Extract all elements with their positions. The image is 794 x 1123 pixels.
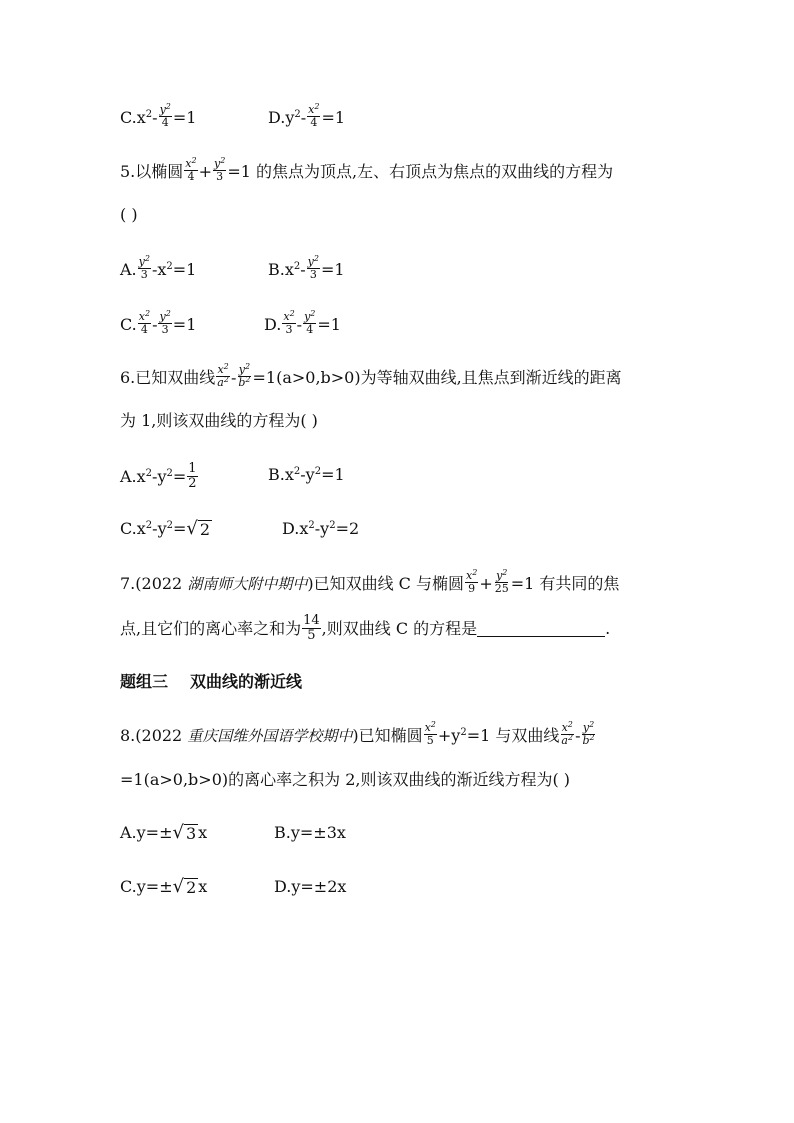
q6-option-a[interactable]: $A.x^2-y^2=$ $\frac{1}{2}$ xyxy=(120,461,197,491)
fraction-y2-over-4: $\frac{y^2}{4}$ xyxy=(159,102,171,129)
q5-option-b[interactable]: $B.x^2-$ $\frac{y^2}{3}$ =1 xyxy=(268,254,345,281)
q7-answer-blank[interactable] xyxy=(477,618,605,637)
sqrt-2: √ 2 xyxy=(172,876,197,897)
q8-option-a[interactable]: A.y=± √ 3 x xyxy=(120,822,208,843)
sqrt-2: √ 2 xyxy=(186,518,211,539)
q6-stem-line2: 为 1,则该双曲线的方程为( ) xyxy=(120,411,318,430)
q7-stem-line2: 点,且它们的离心率之和为 $\frac{14}{5}$ ,则双曲线 C 的方程是 . xyxy=(120,613,611,643)
q4-option-c[interactable]: $C.x^2-$ $\frac{y^2}{4}$ =1 xyxy=(120,102,197,129)
q6-option-b[interactable]: $B.x^2-y^2=1$ xyxy=(268,465,345,484)
q8-option-c[interactable]: C.y=± √ 2 x xyxy=(120,876,208,897)
q6-stem: 6.已知双曲线 $\frac{x^2}{a^2}$ - $\frac{y^2}{b^2}$ =1(a>0,b>0)为等轴双曲线,且焦点到渐近线的距离 xyxy=(120,362,622,389)
sqrt-3: √ 3 xyxy=(172,822,197,843)
q5-answer-paren: ( ) xyxy=(120,205,138,224)
q7-source: 湖南师大附中期中 xyxy=(187,575,308,593)
q5-stem: 5.以椭圆 $\frac{x^2}{4}$ + $\frac{y^2}{3}$ =1 的焦点为顶点,左、右顶点为焦点的双曲线的方程为 xyxy=(120,156,614,183)
q5-option-d[interactable]: D. $\frac{x^2}{3}$ - $\frac{y^2}{4}$ =1 xyxy=(264,309,341,336)
q6-option-c[interactable]: $C.x^2-y^2=$ √ 2 xyxy=(120,518,211,539)
q6-option-d[interactable]: $D.x^2-y^2=2$ xyxy=(282,519,360,538)
q8-stem: 8.(2022 重庆国维外国语学校期中)已知椭圆 $\frac{x^2}{5}$ $+y^2=1$ 与双曲线 $\frac{x^2}{a^2}$ - $\frac{y^2}{b^2}$ xyxy=(120,720,595,747)
q4-option-d[interactable]: $D.y^2-$ $\frac{x^2}{4}$ =1 xyxy=(268,102,346,129)
section-title: 双曲线的渐近线 xyxy=(190,672,303,691)
q8-option-d[interactable]: D.y=±2x xyxy=(274,877,347,896)
q8-source: 重庆国维外国语学校期中 xyxy=(187,727,353,745)
q8-stem-line2: =1(a>0,b>0)的离心率之积为 2,则该双曲线的渐近线方程为( ) xyxy=(120,770,571,789)
q7-stem: 7.(2022 湖南师大附中期中)已知双曲线 C 与椭圆 $\frac{x^2}{9}$ + $\frac{y^2}{25}$ =1 有共同的焦 xyxy=(120,568,620,595)
q5-option-a[interactable]: A. $\frac{y^2}{3}$ $-x^2=1$ xyxy=(120,254,197,281)
section-label: 题组三 xyxy=(120,672,169,691)
fraction-x2-over-4: $\frac{x^2}{4}$ xyxy=(308,102,320,129)
q8-option-b[interactable]: B.y=±3x xyxy=(274,823,346,842)
section-heading xyxy=(120,670,324,694)
q5-option-c[interactable]: C. $\frac{x^2}{4}$ - $\frac{y^2}{3}$ =1 xyxy=(120,309,197,336)
